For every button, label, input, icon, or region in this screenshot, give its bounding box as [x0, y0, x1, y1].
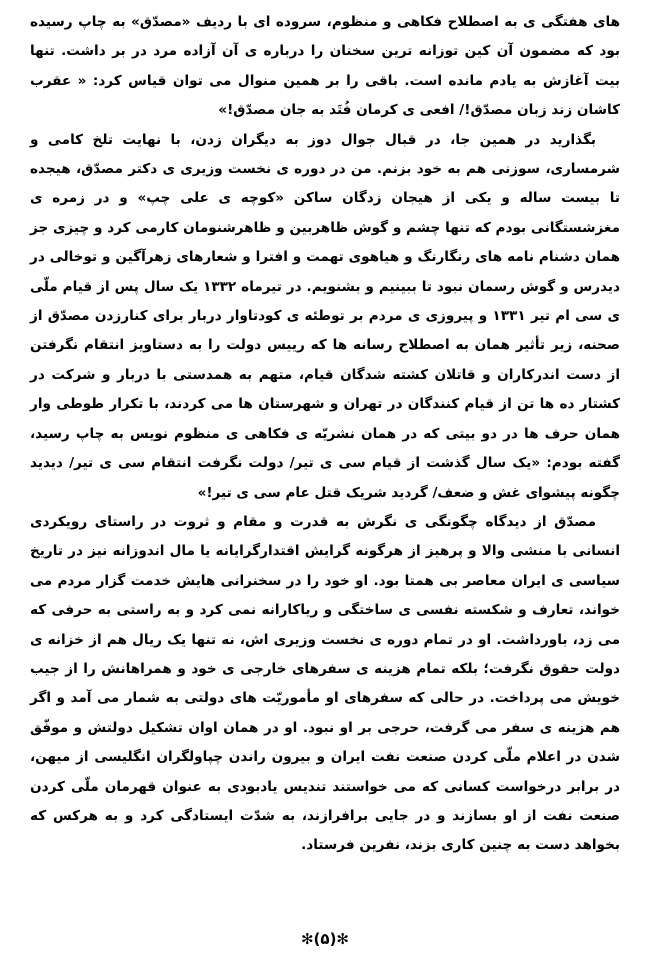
paragraph-continuation: های هفتگی ی به اصطلاح فکاهی و منظوم، سروده ای با ردیف «مصدّق» به چاپ رسیده بود که مضمون آن کین توزانه ترین سخنان را درباره ی آن آزاده مرد در بر داشت. تنها بیت آغازش به یادم مانده است. باقی را بر همین منوال می توان قیاس کرد: « عقرب کاشان زند زبان مصدّق!/ افعی ی کرمان فُتَد به جان مصدّق!»	[30, 14, 620, 119]
paragraph-mossadegh-character: مصدّق از دیدگاه چگونگی ی نگرش به قدرت و مقام و ثروت در راستای رویکردی انسانی با منشی والا و پرهیز از هرگونه گرایش اقتدارگرایانه یا مال اندوزانه نیز در تاریخ سیاسی ی ایران معاصر بی همتا بود. او خود را در سخنرانی هایش خدمت گزار مردم می خواند، تعارف و شکسته نفسی ی ساختگی و ریاکارانه نمی کرد و به راستی به حرفی که می زد، باورداشت. او در تمام دوره ی نخست وزیری اش، نه تنها یک ریال هم از خزانه ی دولت حقوق نگرفت؛ بلکه تمام هزینه ی سفرهای خارجی ی خود و همراهانش را از جیب خویش می پرداخت. در حالی که سفرهای او مأموریّت های دولتی به شمار می آمد و اگر هم هزینه ی سفر می گرفت، حرجی بر او نبود. او در همان اوان تشکیل دولتش و موفّق شدن در اعلام ملّی کردن صنعت نفت ایران و بیرون راندن چپاولگران انگلیسی از میهن، در برابر درخواست کسانی که می خواستند تندیس یادبودی به عنوان قهرمان ملّی کردن صنعت نفت از او بسازند و در جایی برافرازند، به شدّت ایستادگی کرد و به هرکس که بخواهد دست به چنین کاری بزند، نفرین فرستاد.	[30, 513, 620, 854]
paragraph-self-critique: بگذارید در همین جا، در قبال جوال دوز به دیگران زدن، با نهایت تلخ کامی و شرمساری، سوزنی هم به خود بزنم. من در دوره ی نخست وزیری ی دکتر مصدّق، هیجده تا بیست ساله و یکی از هیجان زدگان ساکن «کوچه ی علی چپ» و در زمره ی مغزشستگانی بودم که تنها چشم و گوش ظاهربین و ظاهرشنومان کارمی کرد و چیزی جز همان دشنام نامه های رنگارنگ و هیاهوی تهمت و افترا و شعارهای زهرآگین و توخالی در دیدرس و گوش رسمان نبود تا ببینیم و بشنویم. در تیرماه ۱۳۳۲ یک سال پس از قیام ملّی ی سی ام تیر ۱۳۳۱ و پیروزی ی مردم بر توطئه ی کودتاوار دربار برای کنارزدن مصدّق از صحنه، زیر تأثیر همان به اصطلاح رسانه ها که رییس دولت را به دستاویز انتقام نگرفتن از دست اندرکاران و قاتلان کشته شدگان قیام، متهم به همدستی با دربار و شرکت در کشتار ده ها تن از قیام کنندگان در تهران و شهرستان ها می کردند، با تکرار طوطی وار همان حرف ها در دو بیتی که در همان نشریّه ی فکاهی ی منظوم نویس به چاپ رسید، گفته بودم: «یک سال گذشت از قیام سی ی تیر/ دولت نگرفت انتقام سی ی تیر/ دیدید چگونه پیشوای غش و ضعف/ گردید شریک قتل عام سی ی تیر!»	[30, 131, 620, 501]
page-number: ✻(۵)✻	[300, 930, 350, 948]
